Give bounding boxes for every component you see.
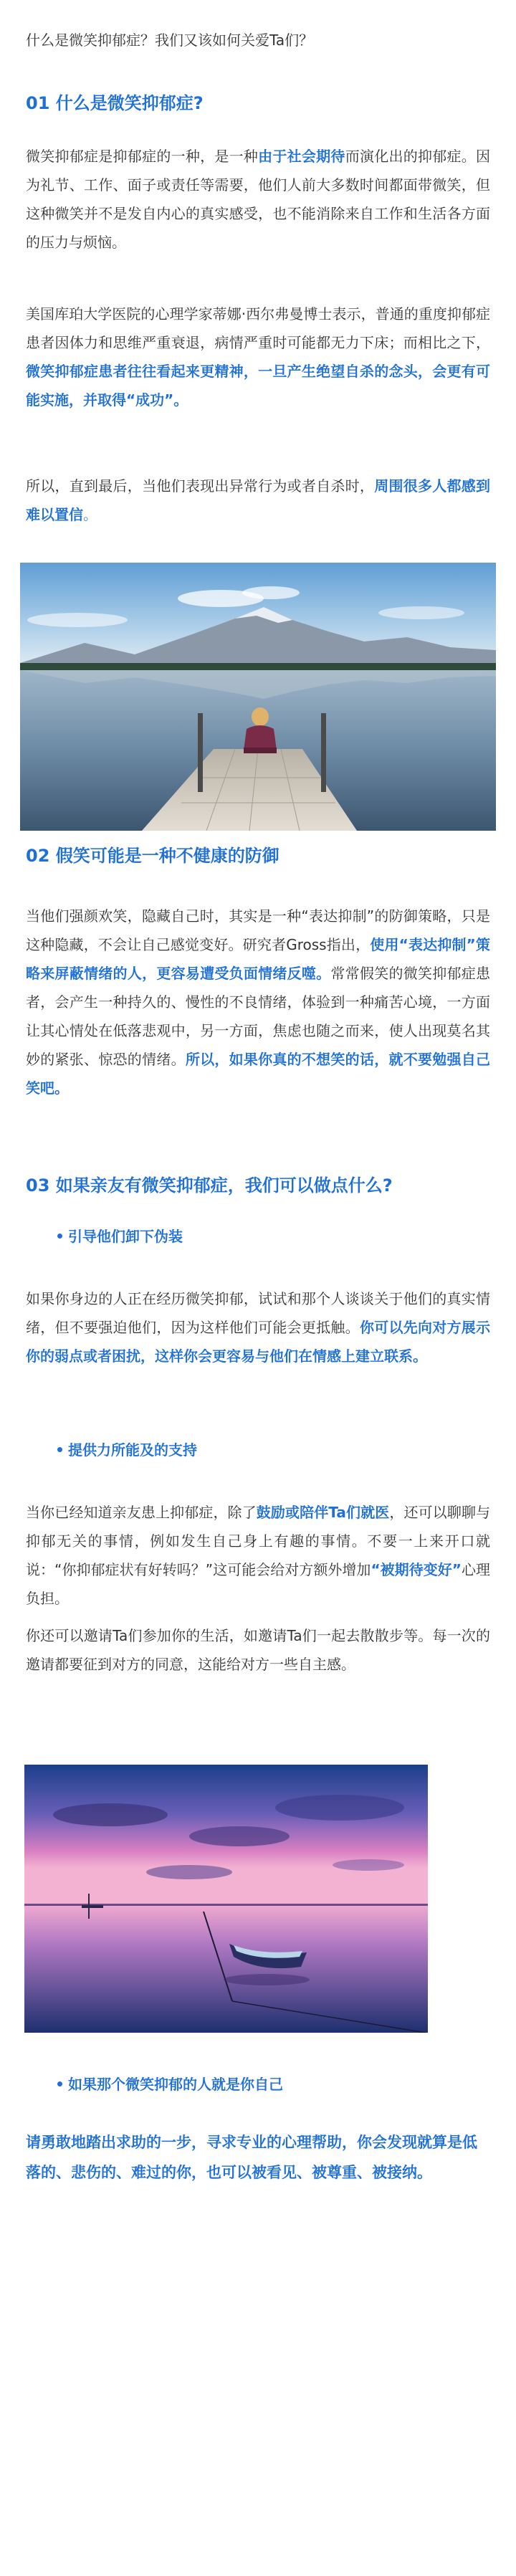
closing-message: 请勇敢地踏出求助的一步，寻求专业的心理帮助，你会发现就算是低落的、悲伤的、难过的你，也可以被看见、被尊重、被接纳。 xyxy=(26,2134,477,2181)
highlighted-text: 鼓励或陪伴Ta们就医 xyxy=(256,1504,390,1521)
paragraph-text: 常常假笑的微笑抑郁症患者，会产生一种持久的、慢性的不良情绪，体验到一种痛苦心境，一方面让其心情处在低落悲观中，另一方面，焦虑也随之而来，使人出现莫名其妙的紧张、惊恐的情绪。 xyxy=(26,965,491,1068)
highlighted-text: 周围很多人都感到难以置信 xyxy=(26,477,491,523)
section-title-1: 01 什么是微笑抑郁症? xyxy=(26,93,204,113)
paragraph xyxy=(26,1621,490,1679)
highlighted-text: 你可以先向对方展示你的弱点或者困扰，这样你会更容易与他们在情感上建立联系。 xyxy=(26,1319,491,1365)
highlighted-text: 所以，如果你真的不想笑的话，就不要勉强自己笑吧。 xyxy=(26,1051,491,1097)
bullet-icon xyxy=(57,1234,62,1239)
paragraph xyxy=(26,902,490,1102)
paragraph-text: 心理负担。 xyxy=(26,1561,490,1607)
paragraph-text: 而演化出的抑郁症。因为礼节、工作、面子或责任等需要，他们人前大多数时间都面带微笑，但这种微笑并不是发自内心的真实感受，也不能消除来自工作和生活各方面的压力与烦恼。 xyxy=(26,148,491,251)
paragraph xyxy=(26,300,490,414)
lake-pier-photo xyxy=(20,563,496,831)
bullet-icon xyxy=(57,2081,62,2086)
section-title-2: 02 假笑可能是一种不健康的防御 xyxy=(26,846,280,866)
subheading-text: 如果那个微笑抑郁的人就是你自己 xyxy=(68,2076,283,2093)
subheading-3 xyxy=(57,2071,283,2097)
highlighted-text: 由于社会期待 xyxy=(258,148,345,165)
intro-question: 什么是微笑抑郁症？我们又该如何关爱Ta们？ xyxy=(26,32,314,49)
subheading-2 xyxy=(57,1437,197,1463)
paragraph-text: 当他们强颜欢笑，隐藏自己时，其实是一种“表达抑制”的防御策略，只是这种隐藏，不会让自己感觉变好。研究者Gross指出， xyxy=(26,907,490,953)
highlighted-text: “被期待变好” xyxy=(371,1561,462,1578)
highlighted-text: 。 xyxy=(83,506,97,523)
highlighted-text: 微笑抑郁症患者往往看起来更精神，一旦产生绝望自杀的念头，会更有可能实施，并取得“成功”。 xyxy=(26,363,490,409)
paragraph-text: 当你已经知道亲友患上抑郁症，除了 xyxy=(26,1504,257,1521)
subheading-text: 引导他们卸下伪装 xyxy=(68,1228,183,1245)
paragraph-text: ，还可以聊聊与抑郁无关的事情，例如发生自己身上有趣的事情。不要一上来开口就说：“你抑郁症状有好转吗？”这可能会给对方额外增加 xyxy=(26,1504,491,1578)
paragraph xyxy=(26,472,490,529)
highlighted-text: 使用“表达抑制”策略来屏蔽情绪的人，更容易遭受负面情绪反噬。 xyxy=(26,936,490,982)
paragraph-text: 所以，直到最后，当他们表现出异常行为或者自杀时， xyxy=(26,477,375,495)
paragraph-text: 如果你身边的人正在经历微笑抑郁，试试和那个人谈谈关于他们的真实情绪，但不要强迫他们，因为这样他们可能会更抵触。 xyxy=(26,1290,490,1336)
paragraph xyxy=(26,1284,490,1370)
paragraph-text: 你还可以邀请Ta们参加你的生活，如邀请Ta们一起去散散步等。每一次的邀请都要征到对方的同意，这能给对方一些自主感。 xyxy=(26,1627,490,1673)
subheading-text: 提供力所能及的支持 xyxy=(68,1441,197,1459)
paragraph xyxy=(26,142,490,257)
paragraph-text: 微笑抑郁症是抑郁症的一种，是一种 xyxy=(26,148,259,165)
sunset-boat-photo xyxy=(24,1765,428,2033)
subheading-1 xyxy=(57,1223,183,1249)
bullet-icon xyxy=(57,1447,62,1452)
paragraph-text: 美国库珀大学医院的心理学家蒂娜·西尔弗曼博士表示，普通的重度抑郁症患者因体力和思维严重衰退，病情严重时可能都无力下床；而相比之下， xyxy=(26,305,490,351)
paragraph xyxy=(26,1498,490,1613)
section-title-3: 03 如果亲友有微笑抑郁症，我们可以做点什么? xyxy=(26,1175,393,1196)
